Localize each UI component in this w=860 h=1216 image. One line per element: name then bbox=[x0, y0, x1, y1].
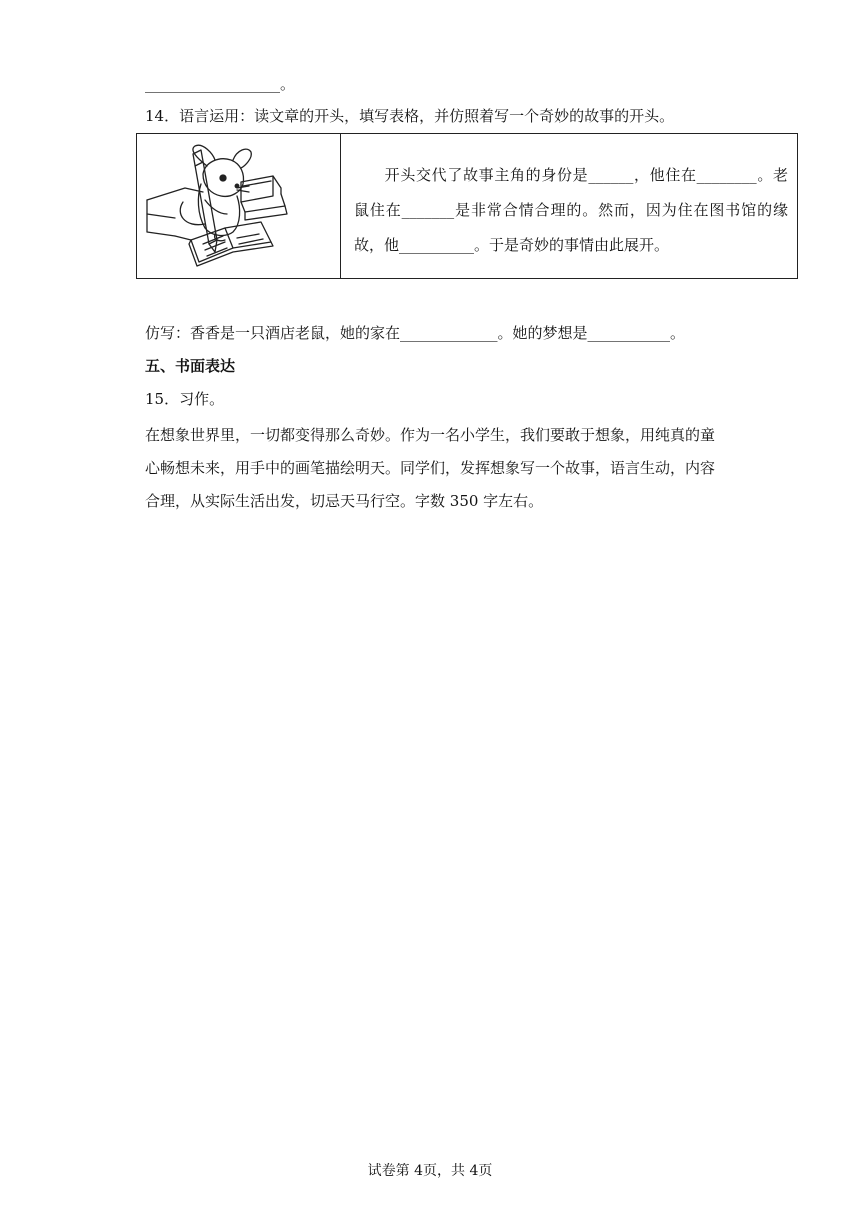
imitation-writing-prompt: 仿写：香香是一只酒店老鼠，她的家在_____________。她的梦想是___________。 bbox=[145, 324, 686, 342]
section-5-heading: 五、书面表达 bbox=[145, 357, 236, 375]
question-15-line-3: 合理，从实际生活出发，切忌天马行空。字数 350 字左右。 bbox=[145, 492, 544, 510]
story-analysis-text: 开头交代了故事主角的身份是______，他住在________。老鼠住在_______是非常合情合理的。然而，因为住在图书馆的缘故，他__________。于是奇妙的事情由此展开。 bbox=[354, 166, 788, 254]
question-15-title: 15．习作。 bbox=[145, 390, 225, 408]
question-14-prompt: 14．语言运用：读文章的开头，填写表格，并仿照着写一个奇妙的故事的开头。 bbox=[145, 107, 675, 125]
previous-answer-blank: __________________。 bbox=[145, 75, 296, 93]
question-15-line-2: 心畅想未来，用手中的画笔描绘明天。同学们，发挥想象写一个故事，语言生动，内容 bbox=[145, 459, 716, 477]
question-15-line-1: 在想象世界里，一切都变得那么奇妙。作为一名小学生，我们要敢于想象，用纯真的童 bbox=[145, 426, 716, 444]
page-footer: 试卷第 4页，共 4页 bbox=[367, 1163, 493, 1179]
table-text-cell bbox=[342, 134, 797, 278]
table-image-cell bbox=[137, 134, 341, 278]
question-14-table bbox=[136, 133, 798, 279]
mouse-reading-illustration bbox=[145, 144, 325, 270]
